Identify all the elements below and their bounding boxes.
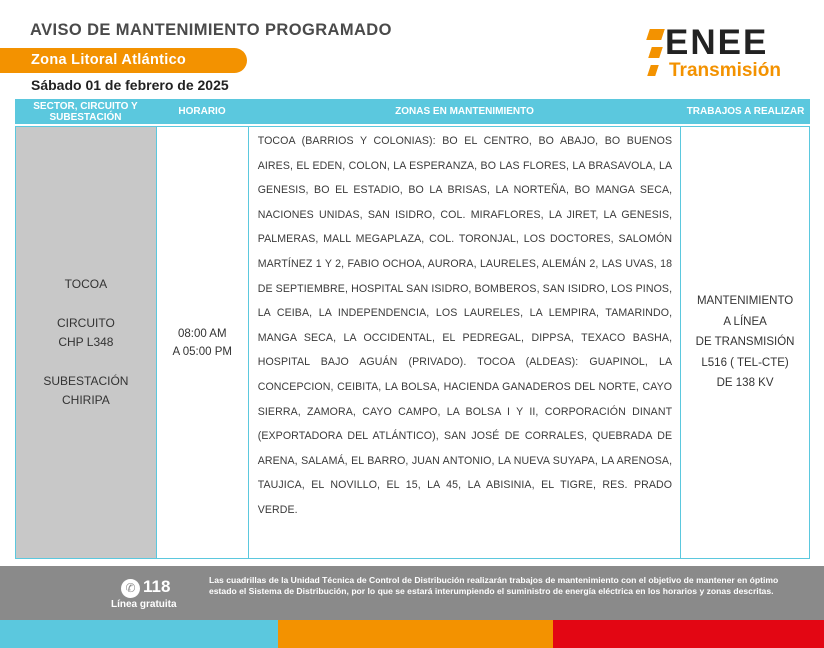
circuito-value: CHP L348 bbox=[58, 335, 114, 349]
zonas-text: TOCOA (BARRIOS Y COLONIAS): BO EL CENTRO, BO ABAJO, BO BUENOS AIRES, EL EDEN, COLON, LA ESPERANZA, BO LAS FLORES, LA BRASAVOLA, LA GENESIS, BO EL ESTADIO, BO LA BRISAS, LA NORTEÑA, BO MANGA SECA, NACIONES UNIDAS, SAN ISIDRO, COL. MIRAFLORES, LA JIRET, LA GENESIS, PALMERAS, MALL MEGAPLAZA, COL. TORONJAL, LOS DOCTORES, SALOMÓN MARTÍNEZ 1 Y 2, FABIO OCHOA, AURORA, LAURELES, ALEMÁN 2, LAS UVAS, 18 DE SEPTIEMBRE, HOSPITAL SAN ISIDRO, BOMBEROS, SAN ISIDRO, LOS PINOS, LA CEIBA, LA INDEPENDENCIA, LOS LAURELES, LA LEMPIRA, TAMARINDO, MANGA SECA, LA OCCIDENTAL, EL PEDREGAL, DIPPSA, TEXACO BASHA, HOSPITAL BAJO AGUÁN (PRIVADO). TOCOA (ALDEAS): GUAPINOL, LA CONCEPCION, CEIBITA, LA BOLSA, HACIENDA GANADEROS DEL NORTE, CAYO SIERRA, ZAMORA, CAYO CAMPO, LA BOLSA I Y II, CORPORACIÓN DINANT (EXPORTADORA DEL ATLÁNTICO), SAN JOSÉ DE CORRALES, QUEBRADA DE ARENA, SALAMÁ, EL BARRO, JUAN ANTONIO, LA NUEVA SUYAPA, LA ARENOSA, TAUJICA, EL NOVILLO, EL 15, LA 45, LA ABISINIA, EL TIGRE, RES. PRADO VERDE. bbox=[257, 135, 673, 516]
logo-mark-icon bbox=[645, 29, 665, 79]
horario-end: A 05:00 PM bbox=[172, 345, 232, 358]
table-row bbox=[15, 126, 810, 559]
circuito-label: CIRCUITO bbox=[57, 316, 115, 330]
cell-horario bbox=[157, 127, 249, 558]
subestacion-value: CHIRIPA bbox=[62, 393, 110, 407]
stripe-red bbox=[553, 620, 824, 648]
zone-banner: Zona Litoral Atlántico bbox=[0, 48, 247, 73]
logo-subtitle: Transmisión bbox=[669, 60, 781, 81]
trabajos-line-2: A LÍNEA bbox=[723, 315, 767, 328]
cell-zonas bbox=[249, 127, 681, 558]
header-trabajos: TRABAJOS A REALIZAR bbox=[686, 106, 805, 117]
logo-brand: ENEE bbox=[665, 23, 769, 62]
stripe-cyan bbox=[0, 620, 278, 648]
phone-icon: ✆ bbox=[121, 579, 140, 598]
date-line: Sábado 01 de febrero de 2025 bbox=[31, 77, 229, 93]
stripe-orange bbox=[278, 620, 553, 648]
trabajos-line-1: MANTENIMIENTO bbox=[696, 295, 794, 308]
header-horario: HORARIO bbox=[178, 106, 226, 117]
main-title: AVISO DE MANTENIMIENTO PROGRAMADO bbox=[30, 21, 392, 39]
subestacion-label: SUBESTACIÓN bbox=[43, 374, 129, 388]
footer-message: Las cuadrillas de la Unidad Técnica de Control de Distribución realizarán trabajos de mantenimiento con el objetivo de mantener en óptimo estado el Sistema de Distribución, por lo que se estará interumpiendo el suministro de energía eléctrica en los horarios y zonas descritas. bbox=[209, 575, 779, 596]
header-sector: SECTOR, CIRCUITO Y SUBESTACIÓN bbox=[33, 100, 138, 123]
phone-label: Línea gratuita bbox=[111, 599, 177, 610]
table-header bbox=[15, 99, 810, 124]
horario-start: 08:00 AM bbox=[177, 327, 227, 340]
trabajos-line-4: L516 ( TEL-CTE) bbox=[701, 356, 789, 369]
header-zonas: ZONAS EN MANTENIMIENTO bbox=[395, 106, 534, 117]
footer bbox=[0, 566, 824, 620]
phone-number: 118 bbox=[143, 577, 171, 596]
sector-name: TOCOA bbox=[64, 277, 108, 291]
trabajos-line-5: DE 138 KV bbox=[716, 377, 774, 390]
color-stripes bbox=[0, 620, 824, 648]
trabajos-line-3: DE TRANSMISIÓN bbox=[695, 336, 795, 349]
cell-sector bbox=[16, 127, 157, 558]
enee-logo bbox=[645, 23, 805, 83]
cell-trabajos bbox=[681, 127, 809, 558]
